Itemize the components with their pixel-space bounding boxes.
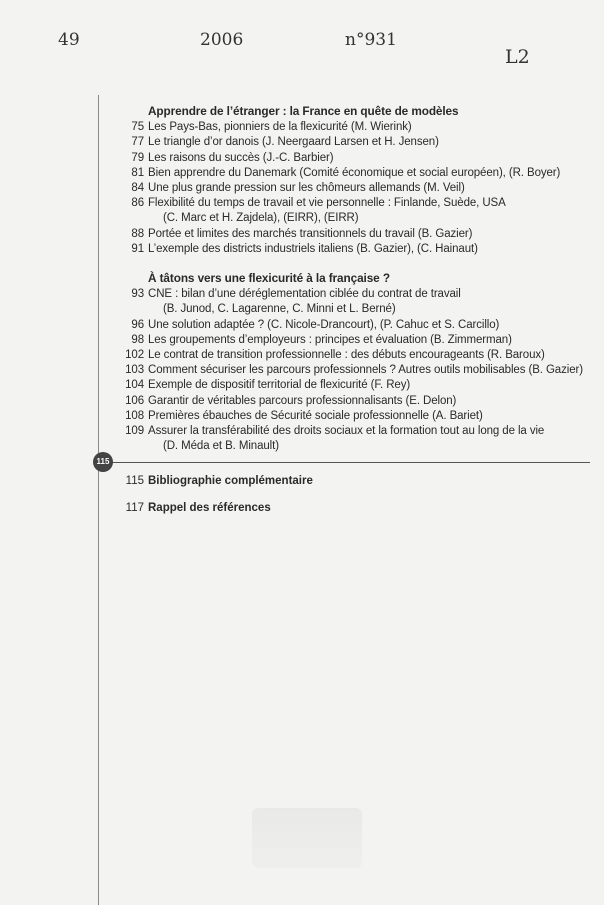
toc-page-number: 98 <box>131 333 144 346</box>
handwritten-note-3: n°931 <box>345 30 397 50</box>
table-of-contents <box>118 104 588 454</box>
toc-page-number: 102 <box>125 349 144 362</box>
toc-entry-text: Une plus grande pression sur les chômeurs allemands (M. Veil) <box>148 182 465 195</box>
toc-entry-text: Comment sécuriser les parcours professionnels ? Autres outils mobilisables (B. Gazier) <box>148 364 583 377</box>
toc-entry <box>118 501 588 516</box>
toc-entry-text: Le contrat de transition professionnelle : des débuts encourageants (R. Baroux) <box>148 349 545 362</box>
toc-entry <box>118 227 588 242</box>
toc-entry-text: Portée et limites des marchés transitionnels du travail (B. Gazier) <box>148 227 473 240</box>
toc-page-number: 75 <box>131 121 144 134</box>
toc-entry-text: Rappel des références <box>148 502 271 514</box>
toc-entry <box>118 287 588 302</box>
section-title: Apprendre de l’étranger : la France en quête de modèles <box>148 104 459 118</box>
toc-entry <box>118 424 588 439</box>
toc-entry <box>118 409 588 424</box>
toc-entry-text: Les Pays-Bas, pionniers de la flexicurité (M. Wierink) <box>148 121 412 134</box>
toc-entry <box>118 394 588 409</box>
toc-entry-text: Garantir de véritables parcours professionnalisants (E. Delon) <box>148 394 457 407</box>
toc-entry <box>118 348 588 363</box>
toc-entry <box>118 151 588 166</box>
toc-page-number: 96 <box>131 318 144 331</box>
section-2-entries <box>118 287 588 454</box>
toc-entry <box>118 333 588 348</box>
toc-entry <box>118 135 588 150</box>
toc-page-number: 117 <box>125 502 144 514</box>
toc-page-number: 77 <box>131 136 144 149</box>
page-number-badge: 115 <box>93 452 113 472</box>
toc-entry-text: Exemple de dispositif territorial de flexicurité (F. Rey) <box>148 379 411 392</box>
toc-entry <box>118 181 588 196</box>
toc-page-number: 93 <box>131 288 144 301</box>
toc-page-number: 91 <box>131 242 144 255</box>
toc-entry-text: Flexibilité du temps de travail et vie personnelle : Finlande, Suède, USA <box>148 197 506 210</box>
section-title: À tâtons vers une flexicurité à la française ? <box>148 271 390 286</box>
bleed-through-smudge <box>252 808 362 868</box>
margin-rule <box>98 95 99 905</box>
toc-page-number: 106 <box>125 394 144 407</box>
toc-page-number: 103 <box>125 364 144 377</box>
handwritten-note-2: 2006 <box>200 30 244 50</box>
toc-entry <box>118 166 588 181</box>
toc-page-number: 81 <box>131 166 144 179</box>
toc-page-number: 79 <box>131 151 144 164</box>
toc-page-number: 104 <box>125 379 144 392</box>
toc-page-number: 108 <box>125 409 144 422</box>
toc-page-number: 109 <box>125 425 144 438</box>
toc-entry-authors: (C. Marc et H. Zajdela), (EIRR), (EIRR) <box>163 212 359 225</box>
toc-entry <box>118 363 588 378</box>
toc-page-number: 86 <box>131 197 144 210</box>
toc-entry-text: Les raisons du succès (J.-C. Barbier) <box>148 151 334 164</box>
toc-entry-text: Bien apprendre du Danemark (Comité économique et social européen), (R. Boyer) <box>148 166 561 179</box>
section-divider <box>98 462 590 463</box>
toc-page-number: 115 <box>125 475 144 487</box>
toc-entry-text: Premières ébauches de Sécurité sociale professionnelle (A. Bariet) <box>148 409 483 422</box>
toc-entry-text: Le triangle d’or danois (J. Neergaard Larsen et H. Jensen) <box>148 136 439 149</box>
back-matter <box>118 474 588 516</box>
toc-entry <box>118 120 588 135</box>
toc-entry-authors: (B. Junod, C. Lagarenne, C. Minni et L. Berné) <box>163 303 396 316</box>
toc-entry-text: CNE : bilan d’une déréglementation ciblée du contrat de travail <box>148 288 461 301</box>
toc-entry <box>118 378 588 393</box>
toc-entry-text: Bibliographie complémentaire <box>148 475 313 487</box>
toc-entry <box>118 242 588 257</box>
toc-page-number: 84 <box>131 182 144 195</box>
handwritten-note-1: 49 <box>58 30 80 50</box>
toc-entry-authors: (D. Méda et B. Minault) <box>163 440 279 453</box>
toc-entry <box>118 196 588 211</box>
handwritten-note-4: L2 <box>505 46 530 68</box>
toc-entry-text: Une solution adaptée ? (C. Nicole-Drancourt), (P. Cahuc et S. Carcillo) <box>148 318 500 331</box>
toc-entry-text: Assurer la transférabilité des droits sociaux et la formation tout au long de la vie <box>148 425 545 438</box>
toc-page-number: 88 <box>131 227 144 240</box>
toc-entry <box>118 318 588 333</box>
toc-entry <box>118 474 588 489</box>
section-1-entries <box>118 120 588 257</box>
toc-entry-text: Les groupements d’employeurs : principes et évaluation (B. Zimmerman) <box>148 333 512 346</box>
toc-entry-text: L’exemple des districts industriels italiens (B. Gazier), (C. Hainaut) <box>148 242 478 255</box>
